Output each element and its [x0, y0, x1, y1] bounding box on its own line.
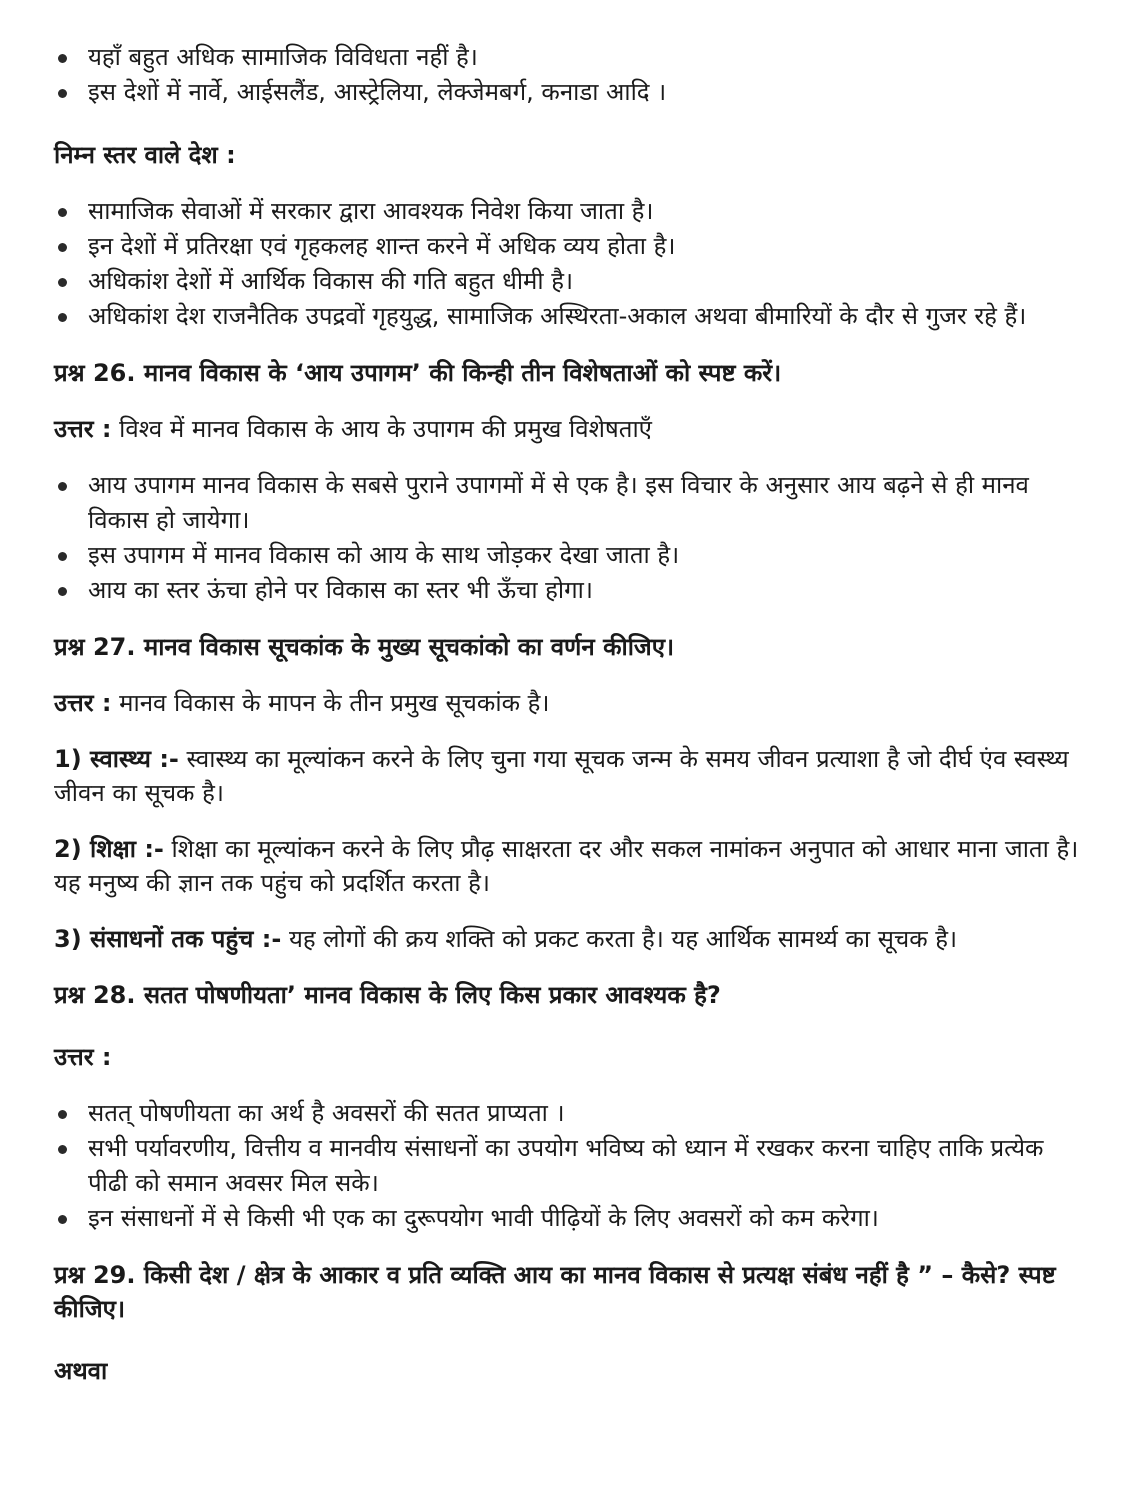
question-28: प्रश्न 28. सतत पोषणीयता’ मानव विकास के लिए किस प्रकार आवश्यक है? [54, 981, 721, 1009]
list-item: सामाजिक सेवाओं में सरकार द्वारा आवश्यक निवेश किया जाता है। [88, 194, 1084, 229]
list-item: अधिकांश देश राजनैतिक उपद्रवों गृहयुद्ध, सामाजिक अस्थिरता-अकाल अथवा बीमारियों के दौर से गुजर रहे हैं। [88, 299, 1084, 334]
list-item: इन देशों में प्रतिरक्षा एवं गृहकलह शान्त करने में अधिक व्यय होता है। [88, 229, 1084, 264]
answer-26-list [54, 468, 1084, 608]
list-item: सतत् पोषणीयता का अर्थ है अवसरों की सतत प्राप्यता । [88, 1096, 1084, 1131]
low-countries-heading: निम्न स्तर वाले देश : [54, 141, 236, 169]
list-item: आय का स्तर ऊंचा होने पर विकास का स्तर भी ऊँचा होगा। [88, 573, 1084, 608]
point-label: 2) शिक्षा :- [54, 835, 164, 863]
question-26: प्रश्न 26. मानव विकास के ‘आय उपागम’ की किन्ही तीन विशेषताओं को स्पष्ट करें। [54, 359, 782, 387]
question-29: प्रश्न 29. किसी देश / क्षेत्र के आकार व प्रति व्यक्ति आय का मानव विकास से प्रत्यक्ष संबंध नहीं है ” – कैसे? स्पष्ट कीजिए। [54, 1261, 1056, 1323]
low-countries-list [54, 194, 1084, 334]
answer-text: मानव विकास के मापन के तीन प्रमुख सूचकांक है। [119, 689, 550, 717]
point-text: स्वास्थ्य का मूल्यांकन करने के लिए चुना गया सूचक जन्म के समय जीवन प्रत्याशा है जो दीर्घ एंव स्वस्थ्य जीवन का सूचक है। [54, 745, 1069, 807]
answer-label: उत्तर : [54, 689, 112, 717]
answer-label: उत्तर : [54, 415, 112, 443]
answer-26-intro [54, 412, 1084, 446]
point-label: 3) संसाधनों तक पहुंच :- [54, 925, 282, 953]
point-text: शिक्षा का मूल्यांकन करने के लिए प्रौढ़ साक्षरता दर और सकल नामांकन अनुपात को आधार माना जाता है। यह मनुष्य की ज्ञान तक पहुंच को प्रदर्शित करता है। [54, 835, 1079, 897]
point-label: 1) स्वास्थ्य :- [54, 745, 179, 773]
answer-27-intro [54, 686, 1084, 720]
point-health [54, 742, 1084, 810]
question-27: प्रश्न 27. मानव विकास सूचकांक के मुख्य सूचकांको का वर्णन कीजिए। [54, 633, 675, 661]
point-resources [54, 922, 1084, 956]
answer-28-list [54, 1096, 1084, 1236]
answer-text: विश्व में मानव विकास के आय के उपागम की प्रमुख विशेषताएँ [119, 415, 652, 443]
list-item: आय उपागम मानव विकास के सबसे पुराने उपागमों में से एक है। इस विचार के अनुसार आय बढ़ने से ही मानव विकास हो जायेगा। [88, 468, 1084, 538]
list-item: यहाँ बहुत अधिक सामाजिक विविधता नहीं है। [88, 40, 1084, 75]
list-item: इस देशों में नार्वे, आईसलैंड, आस्ट्रेलिया, लेक्जेमबर्ग, कनाडा आदि । [88, 75, 1084, 110]
list-item: इस उपागम में मानव विकास को आय के साथ जोड़कर देखा जाता है। [88, 538, 1084, 573]
or-label: अथवा [54, 1357, 108, 1385]
answer-28-label: उत्तर : [54, 1043, 112, 1071]
list-item: अधिकांश देशों में आर्थिक विकास की गति बहुत धीमी है। [88, 264, 1084, 299]
list-item: सभी पर्यावरणीय, वित्तीय व मानवीय संसाधनों का उपयोग भविष्य को ध्यान में रखकर करना चाहिए ताकि प्रत्येक पीढी को समान अवसर मिल सके। [88, 1131, 1084, 1201]
point-education [54, 832, 1084, 900]
list-item: इन संसाधनों में से किसी भी एक का दुरूपयोग भावी पीढ़ियों के लिए अवसरों को कम करेगा। [88, 1201, 1084, 1236]
point-text: यह लोगों की क्रय शक्ति को प्रकट करता है। यह आर्थिक सामर्थ्य का सूचक है। [288, 925, 958, 953]
high-countries-list [54, 40, 1084, 110]
